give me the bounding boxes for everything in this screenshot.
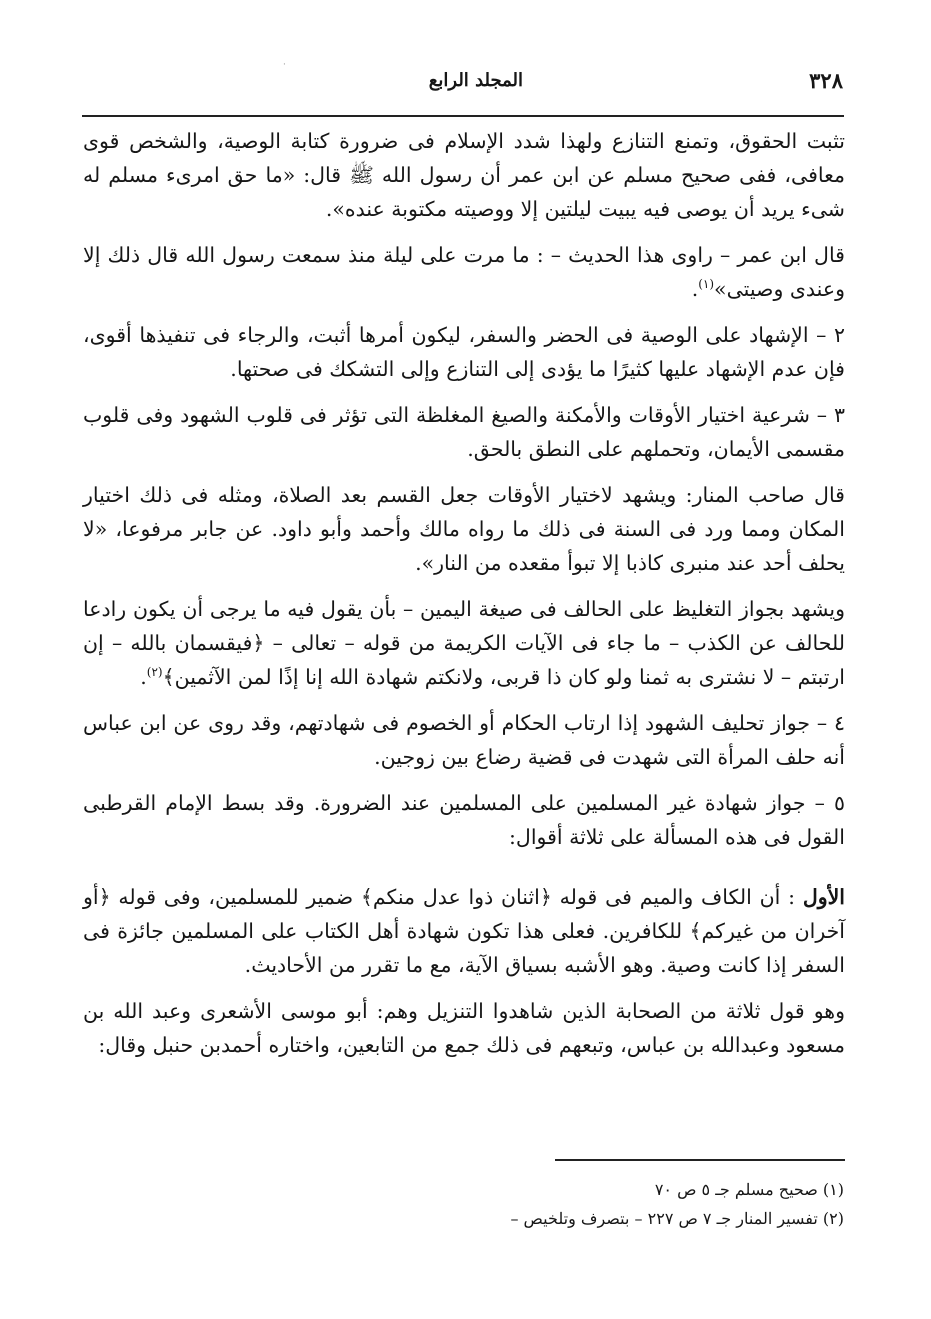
paragraph (83, 706, 845, 774)
running-title: المجلد الرابع (428, 70, 523, 91)
header-rule (82, 115, 844, 117)
paragraph-text: ٤ – جواز تحليف الشهود إذا ارتاب الحكام أو الخصوم فى شهادتهم، وقد روى عن ابن عباس أنه حلف المرأة التى شهدت فى قضية رضاع بين زوجين. (83, 711, 845, 769)
footnote: (١) صحيح مسلم جـ ٥ ص ٧٠ (654, 1180, 844, 1199)
paragraph-text: : أن الكاف والميم فى قوله ﴿اثنان ذوا عدل منكم﴾ ضمير للمسلمين، وفى قوله ﴿أو آخران من غيركم﴾ للكافرين. فعلى هذا تكون شهادة أهل الكتاب على المسلمين جائزة فى السفر إذا كانت وصية. وهو الأشبه بسياق الآية، مع ما تقرر من الأحاديث. (83, 885, 845, 977)
paragraph-tail: . (140, 665, 147, 689)
paragraph-text: وهو قول ثلاثة من الصحابة الذين شاهدوا التنزيل وهم: أبو موسى الأشعرى وعبد الله بن مسعود وعبدالله بن عباس، وتبعهم فى ذلك جمع من التابعين، واختاره أحمدبن حنبل وقال: (83, 999, 845, 1057)
paragraph (83, 124, 845, 226)
paragraph-text: ٥ – جواز شهادة غير المسلمين على المسلمين عند الضرورة. وقد بسط الإمام القرطبى القول فى هذه المسألة على ثلاثة أقوال: (83, 791, 845, 849)
paragraph-lead: الأول (802, 885, 845, 909)
footnote-rule (555, 1159, 845, 1161)
scan-speck: · (283, 60, 286, 70)
paragraph-text: تثبت الحقوق، وتمنع التنازع ولهذا شدد الإسلام فى ضرورة كتابة الوصية، والشخص قوى معافى، ففى صحيح مسلم عن ابن عمر أن رسول الله ﷺ قال: «ما حق امرىء مسلم له شىء يريد أن يوصى فيه يبيت ليلتين إلا ووصيته مكتوبة عنده». (83, 129, 845, 221)
paragraph (83, 318, 845, 386)
paragraph-tail: . (691, 277, 699, 301)
footnote-ref: (٢) (146, 665, 163, 680)
paragraph (83, 238, 845, 306)
paragraph-text: قال صاحب المنار: ويشهد لاختيار الأوقات جعل القسم بعد الصلاة، ومثله فى ذلك اختيار المكان ومما ورد فى السنة فى ذلك ما رواه مالك وأحمد وأبو داود. عن جابر مرفوعا، «لا يحلف أحد عند منبرى كاذبا إلا تبوأ مقعده من النار». (83, 483, 845, 575)
page-header (83, 66, 843, 102)
paragraph (83, 478, 845, 580)
paragraph-text: ٢ – الإشهاد على الوصية فى الحضر والسفر، ليكون أمرها أثبت، والرجاء فى تنفيذها أقوى، فإن عدم الإشهاد عليها كثيرًا ما يؤدى إلى التنازع وإلى التشكك فى صحتها. (83, 323, 845, 381)
paragraph (83, 880, 845, 982)
footnote-ref: (١) (698, 277, 715, 292)
page-number: ٣٢٨ (809, 68, 843, 93)
paragraph (83, 398, 845, 466)
paragraph (83, 994, 845, 1062)
paragraph-text: قال ابن عمر – راوى هذا الحديث – : ما مرت على ليلة منذ سمعت رسول الله قال ذلك إلا وعندى وصيتى» (83, 243, 845, 301)
body-text (83, 124, 845, 1074)
paragraph (83, 592, 845, 694)
footnotes (420, 1175, 844, 1233)
paragraph-text: ويشهد بجواز التغليظ على الحالف فى صيغة اليمين – بأن يقول فيه ما يرجى أن يكون رادعا للحالف عن الكذب – ما جاء فى الآيات الكريمة من قوله – تعالى – ﴿فيقسمان بالله – إن ارتبتم – لا نشترى به ثمنا ولو كان ذا قربى، ولانكتم شهادة الله إنا إذًا لمن الآثمين﴾ (83, 597, 845, 689)
paragraph-text: ٣ – شرعية اختيار الأوقات والأمكنة والصيغ المغلظة التى تؤثر فى قلوب الشهود وفى قلوب مقسمى الأيمان، وتحملهم على النطق بالحق. (83, 403, 845, 461)
footnote: (٢) تفسير المنار جـ ٧ ص ٢٢٧ – بتصرف وتلخيص – (510, 1209, 844, 1228)
paragraph (83, 786, 845, 854)
